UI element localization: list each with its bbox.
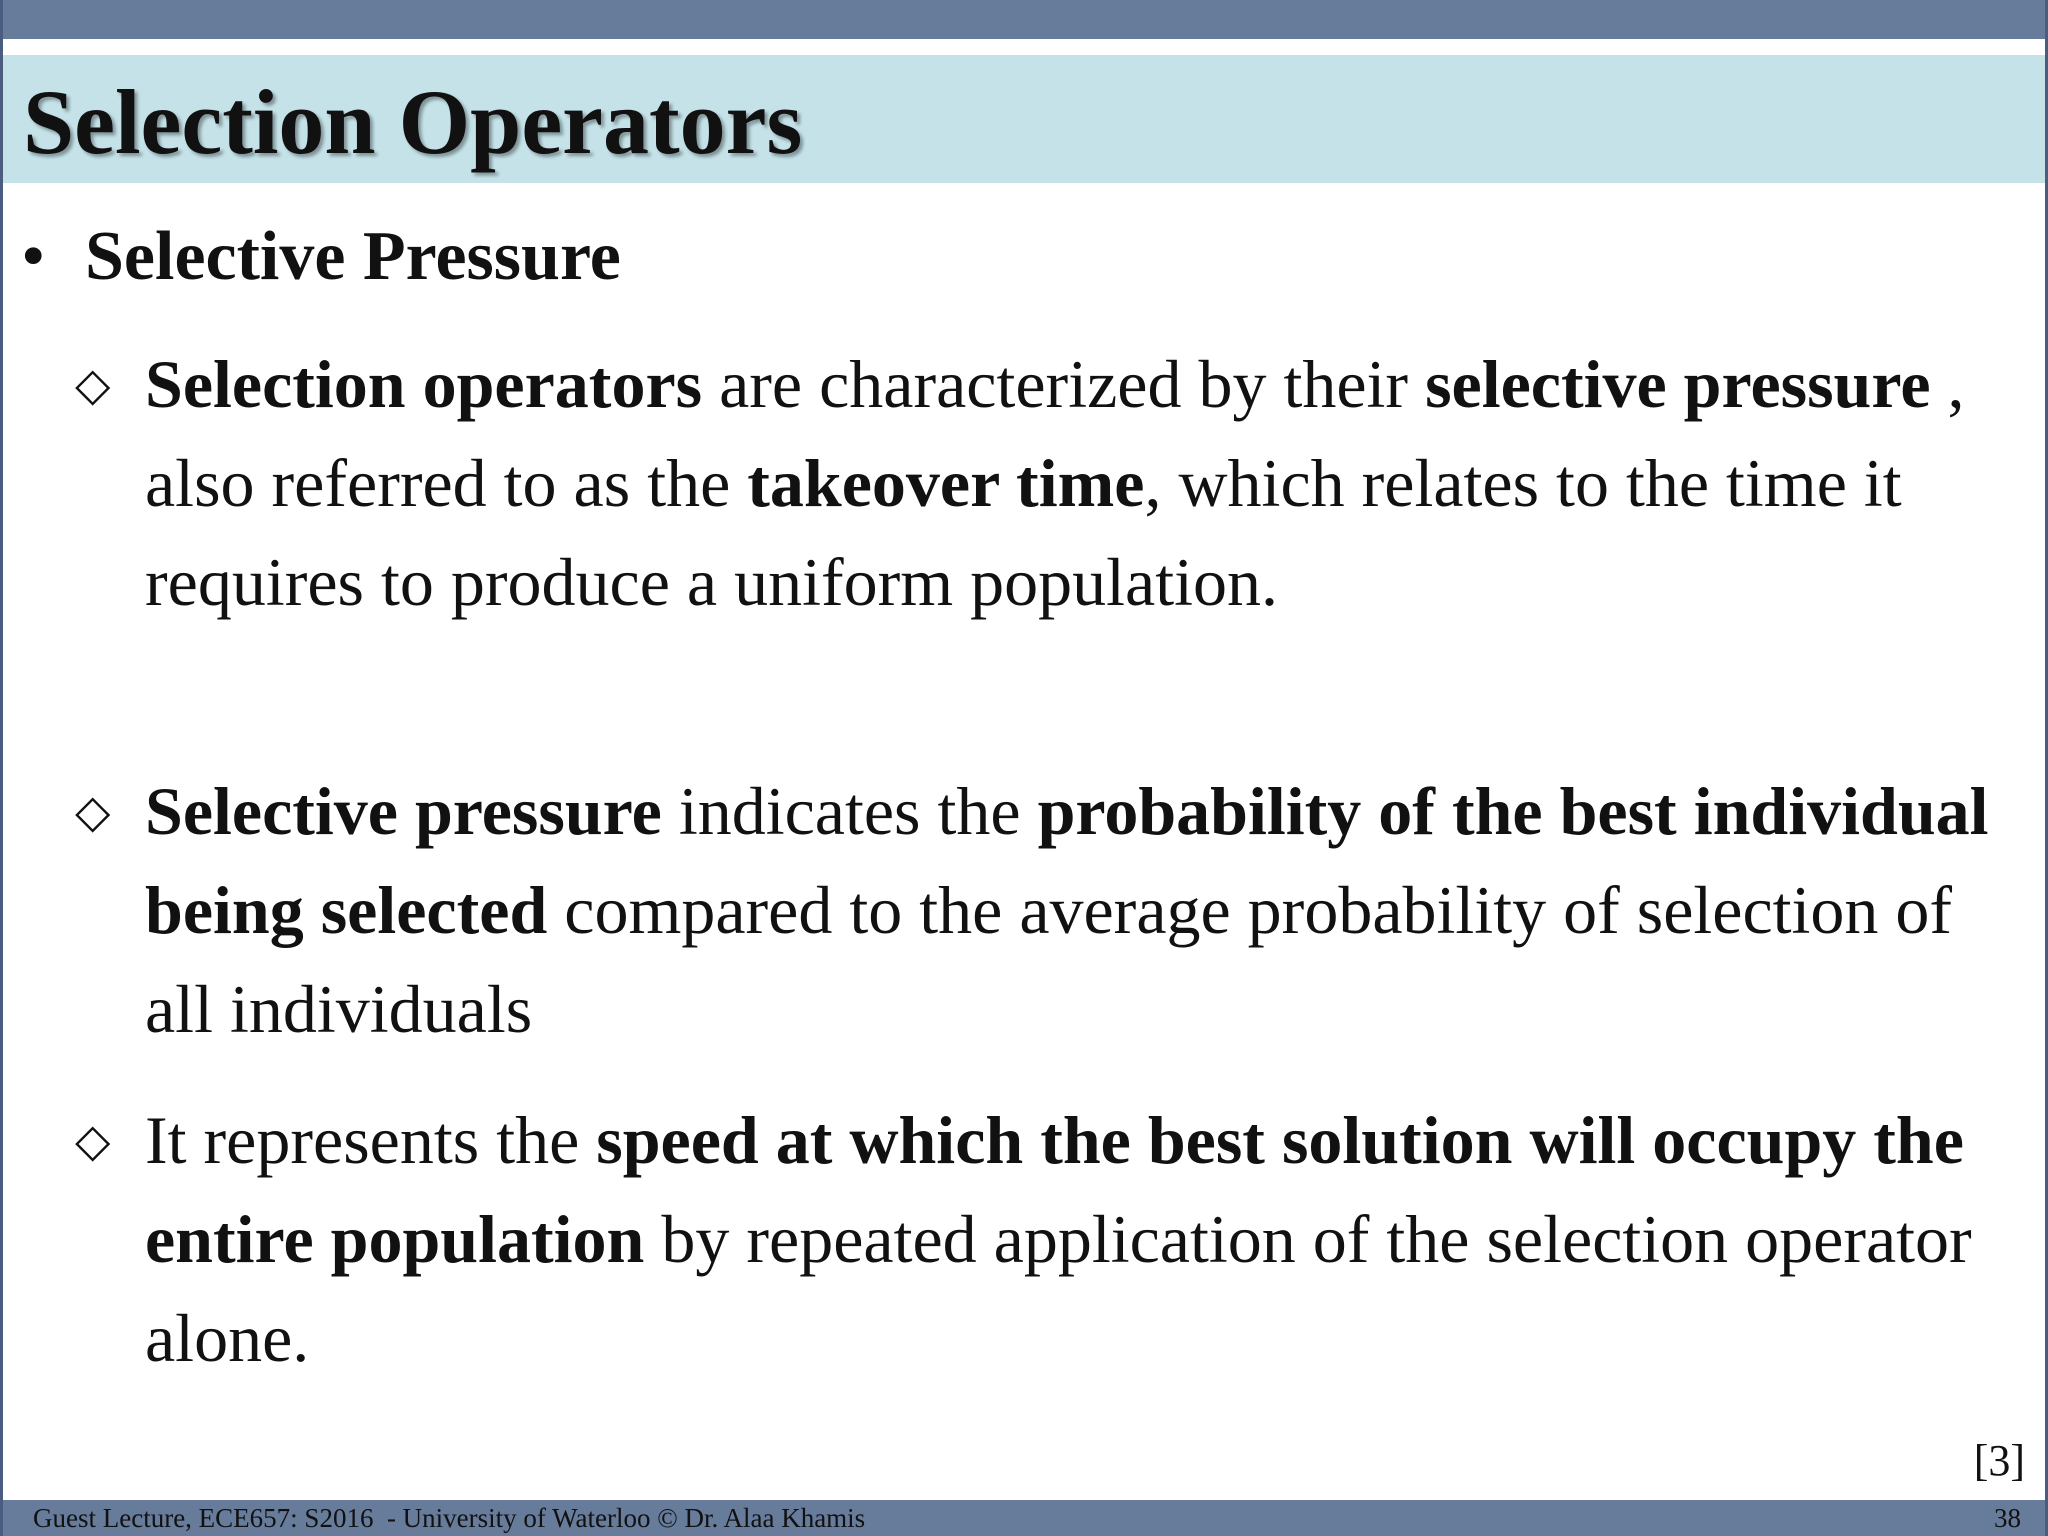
text-segment: takeover time — [747, 445, 1145, 521]
text-segment: indicates the — [661, 773, 1038, 849]
sub-bullet — [75, 762, 1995, 1059]
text-segment: , which relates to the time it requires to produce a uniform population. — [145, 445, 1902, 620]
text-segment: by repeated application of the selection operator alone. — [145, 1201, 1972, 1376]
sub-bullet — [75, 1091, 1995, 1388]
sub-bullet-text — [145, 335, 1995, 632]
diamond-icon: ◇ — [75, 1115, 111, 1166]
text-segment: It represents the — [145, 1102, 597, 1178]
text-segment: Selective pressure — [145, 773, 662, 849]
sub-bullet-text — [145, 1091, 1995, 1388]
diamond-icon: ◇ — [75, 786, 111, 837]
reference-label: [3] — [1973, 1436, 2025, 1485]
sub-bullet-text — [145, 762, 1995, 1059]
footer-bar — [3, 1500, 2045, 1536]
bullet-dot-icon: • — [21, 218, 46, 295]
diamond-icon: ◇ — [75, 359, 111, 410]
bullet-label: Selective Pressure — [85, 218, 621, 295]
text-segment: Selection operators — [145, 346, 703, 422]
text-segment: are characterized by their — [702, 346, 1426, 422]
text-segment: probability of the best individual being selected — [145, 773, 1989, 948]
slide-title: Selection Operators — [23, 71, 803, 173]
text-segment: , also referred to as the — [145, 346, 1965, 521]
footer-text: Guest Lecture, ECE657: S2016 - University of Waterloo © Dr. Alaa Khamis — [33, 1503, 866, 1533]
text-segment: speed at which the best solution will occupy the entire population — [145, 1102, 1964, 1277]
sub-bullet — [75, 335, 1995, 632]
bullet-selective-pressure — [21, 218, 621, 295]
text-segment: compared to the average probability of selection of all individuals — [145, 872, 1953, 1047]
top-bar — [3, 0, 2045, 39]
page-number: 38 — [1994, 1503, 2021, 1533]
text-segment: selective pressure — [1425, 346, 1931, 422]
